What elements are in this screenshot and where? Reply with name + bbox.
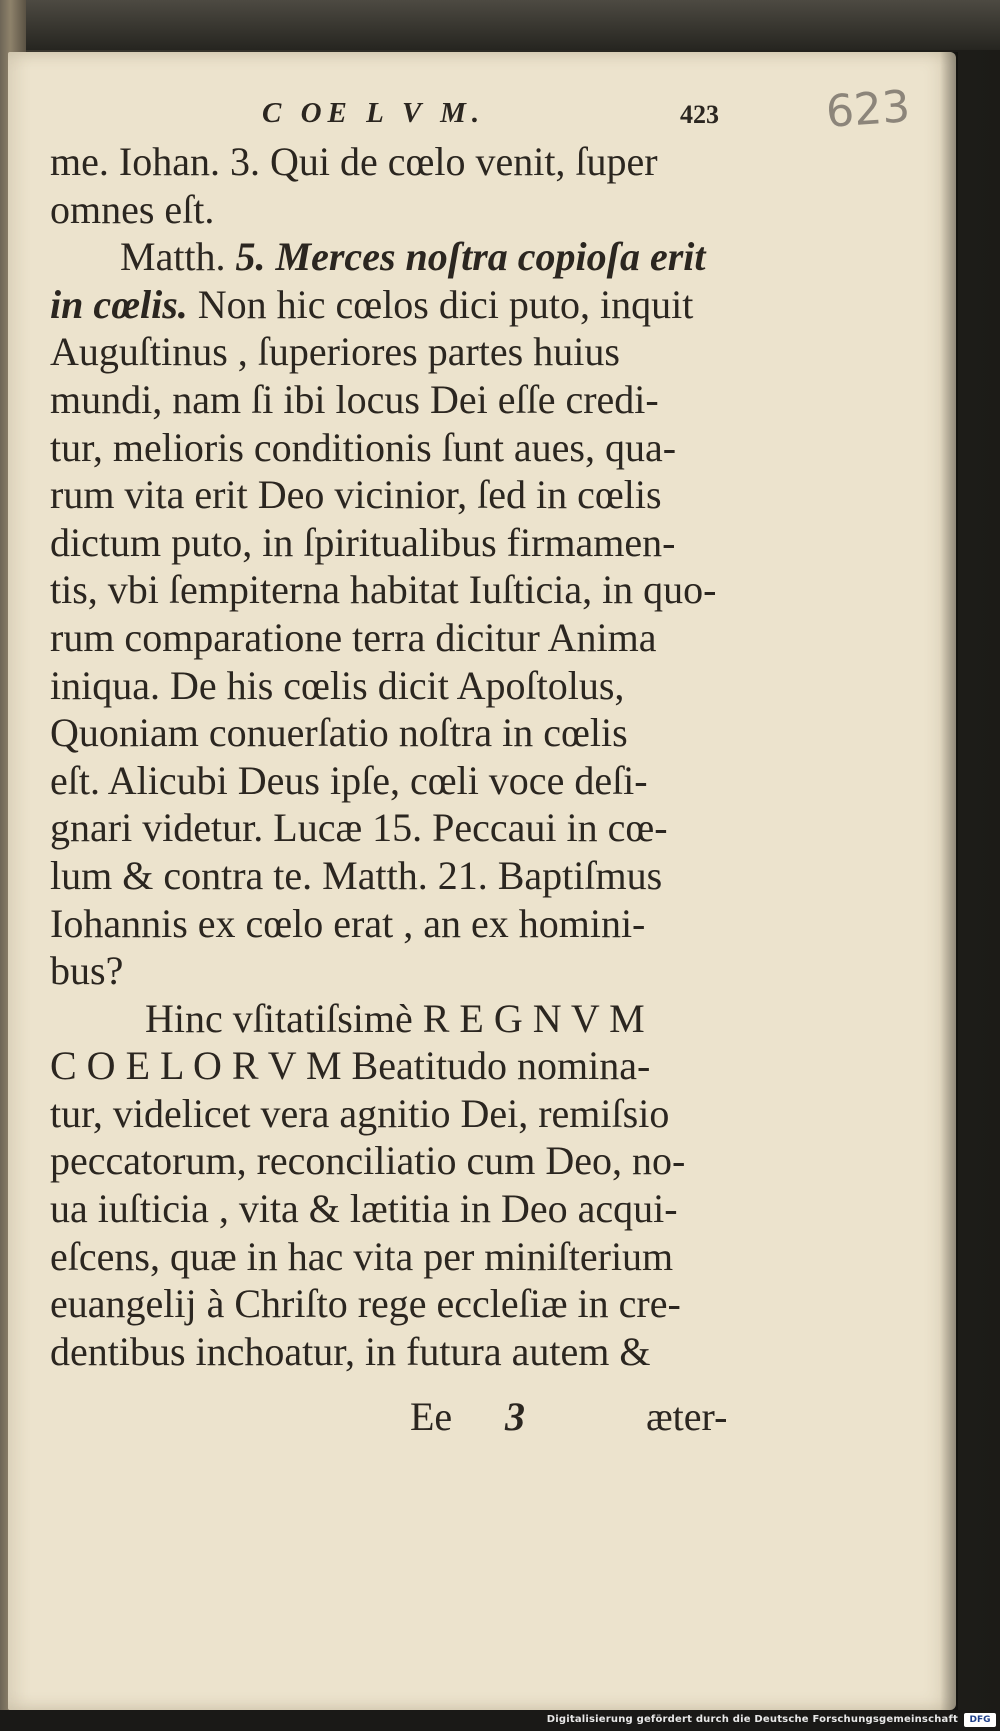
text-line: tis, vbi ſempiterna habitat Iuſticia, in quo- [50, 567, 717, 613]
funding-credit: Digitalisierung gefördert durch die Deutsche Forschungsgemeinschaft [546, 1714, 958, 1725]
text-line: Quoniam conuerſatio noſtra in cœlis [50, 710, 628, 756]
text-line: Hinc vſitatiſsimè R E G N V M [145, 995, 645, 1041]
handwritten-folio-number: 623 [824, 81, 912, 138]
signature-mark: Ee [410, 1394, 453, 1439]
text-line: eſt. Alicubi Deus ipſe, cœli voce deſi- [50, 757, 648, 803]
italic-text-run: in cœlis. [50, 281, 198, 327]
text-line: dictum puto, in ſpiritualibus firmamen- [50, 519, 676, 565]
text-line: me. Iohan. 3. Qui de cœlo venit, ſuper [50, 139, 658, 184]
text-line: iniqua. De his cœlis dicit Apoſtolus, [50, 662, 625, 708]
text-line: rum vita erit Deo vicinior, ſed in cœlis [50, 472, 662, 518]
text-line: bus? [50, 948, 124, 994]
text-line: ua iuſticia , vita & lætitia in Deo acqui- [50, 1186, 678, 1232]
text-line: tur, melioris conditionis ſunt aues, qua- [50, 424, 677, 470]
text-line [50, 281, 730, 329]
text-line: lum & contra te. Matth. 21. Baptiſmus [50, 852, 663, 898]
text-line: peccatorum, reconciliatio cum Deo, no- [50, 1138, 686, 1184]
text-line: Iohannis ex cœlo erat , an ex homini- [50, 900, 646, 946]
text-line: gnari videtur. Lucæ 15. Peccaui in cœ- [50, 805, 668, 851]
page-number: 423 [680, 100, 719, 129]
text-line: Auguſtinus , ſuperiores partes huius [50, 329, 620, 375]
text-line: rum comparatione terra dicitur Anima [50, 614, 657, 660]
text-line: omnes eſt. [50, 186, 215, 232]
text-line [50, 233, 730, 281]
catchword: æter- [646, 1394, 728, 1439]
text-line: eſcens, quæ in hac vita per miniſterium [50, 1233, 674, 1279]
running-head: C OE L V M. [262, 97, 486, 129]
text-run: Non hic cœlos dici puto, inquit [197, 281, 694, 327]
text-run: Matth. [120, 234, 236, 280]
text-line: euangelij à Chriſto rege eccleſiæ in cre- [50, 1281, 681, 1327]
italic-text-run: 5. Merces noſtra copioſa erit [235, 234, 706, 280]
text-line: tur, videlicet vera agnitio Dei, remiſsio [50, 1090, 670, 1136]
text-line: C O E L O R V M Beatitudo nomina- [50, 1043, 651, 1089]
page-edge-shadow [940, 52, 958, 1710]
text-line: dentibus inchoatur, in futura autem & [50, 1328, 651, 1374]
text-line: mundi, nam ſi ibi locus Dei eſſe credi- [50, 376, 659, 422]
body-text [50, 138, 730, 1375]
dfg-logo: DFG [964, 1713, 996, 1727]
scan-top-edge [0, 0, 1000, 50]
signature-number: 3 [505, 1394, 525, 1439]
